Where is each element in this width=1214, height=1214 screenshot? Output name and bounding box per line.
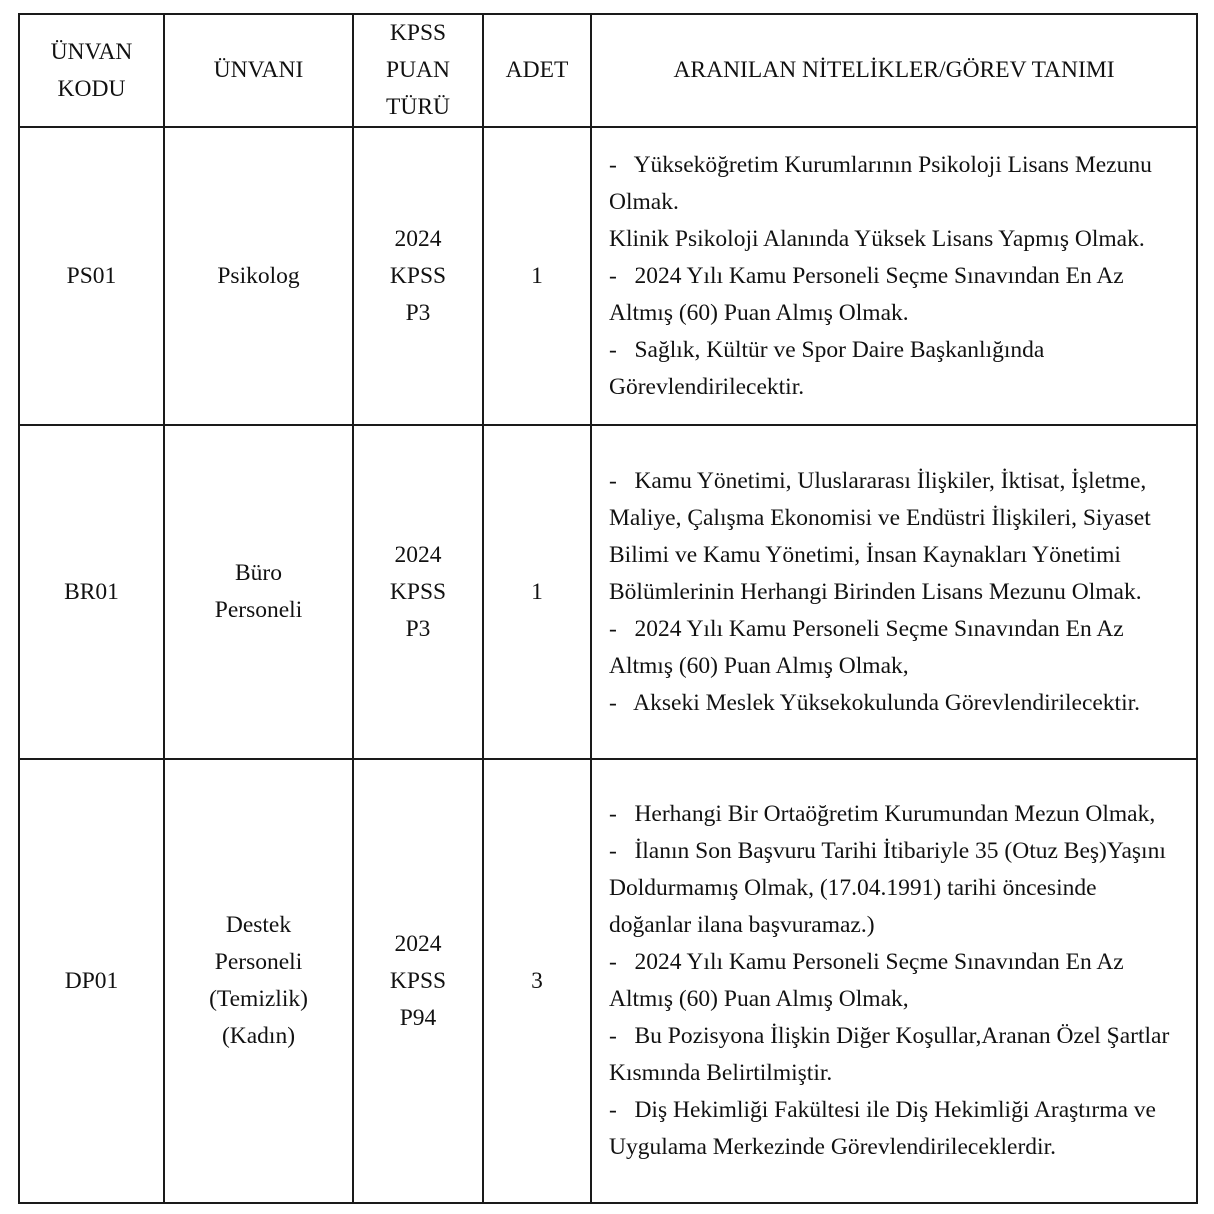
cell-count: 1 [483,127,591,425]
title-line: (Kadın) [221,1023,296,1049]
header-count [483,14,591,127]
title-line: Personeli [214,597,303,623]
header-score-type [353,14,483,127]
job-positions-table [18,13,1198,1204]
cell-position-code: DP01 [19,759,164,1203]
qualification-item: - İlanın Son Başvuru Tarihi İtibariyle 35 (Otuz Beş)Yaşını Doldurmamış Olmak, (17.04.1991) tarihi öncesinde doğanlar ilana başvuramaz.) [609,838,1172,938]
title-line: Destek [225,912,292,938]
qualification-item: - Kamu Yönetimi, Uluslararası İlişkiler, İktisat, İşletme, Maliye, Çalışma Ekonomisi ve Endüstri İlişkileri, Siyaset Bilimi ve Kamu Yönetimi, İnsan Kaynakları Yönetimi Bölümlerinin Herhangi Birinden Lisans Mezunu Olmak. [609,467,1157,605]
table-header-row [19,14,1197,127]
header-line: KODU [57,75,126,102]
header-position-code [19,14,164,127]
qualification-item: - 2024 Yılı Kamu Personeli Seçme Sınavından En Az Altmış (60) Puan Almış Olmak. [609,262,1129,326]
cell-count: 1 [483,425,591,759]
title-line: Personeli [214,949,303,975]
cell-qualifications [591,759,1197,1203]
qualification-item: - 2024 Yılı Kamu Personeli Seçme Sınavından En Az Altmış (60) Puan Almış Olmak, [609,949,1129,1012]
score-line: KPSS [389,967,447,994]
score-line: 2024 [394,930,442,957]
qualification-item: - Sağlık, Kültür ve Spor Daire Başkanlığında Görevlendirilecektir. [609,336,1051,400]
score-line: 2024 [394,225,442,252]
cell-score-type [353,127,483,425]
score-line: P3 [405,615,431,642]
cell-count: 3 [483,759,591,1203]
score-line: P94 [399,1004,437,1031]
header-line: ÜNVANI [213,57,304,83]
header-line: TÜRÜ [386,94,450,120]
header-line: KPSS [389,20,447,46]
qualification-item: - Herhangi Bir Ortaöğretim Kurumundan Mezun Olmak, [609,801,1156,827]
score-line: KPSS [389,262,447,289]
cell-position-code: BR01 [19,425,164,759]
header-line: ÜNVAN [50,38,133,65]
qualification-item: - 2024 Yılı Kamu Personeli Seçme Sınavından En Az Altmış (60) Puan Almış Olmak, [609,615,1129,679]
header-position-title [164,14,353,127]
cell-position-title [164,425,353,759]
qualification-item: - Yükseköğretim Kurumlarının Psikoloji Lisans Mezunu Olmak. [609,151,1158,215]
table-row [19,759,1197,1203]
header-line: ADET [505,57,569,83]
score-line: KPSS [389,578,447,605]
cell-qualifications [591,425,1197,759]
header-qualifications [591,14,1197,127]
score-line: P3 [405,299,431,326]
table-row [19,127,1197,425]
cell-qualifications [591,127,1197,425]
qualification-item: - Bu Pozisyona İlişkin Diğer Koşullar,Aranan Özel Şartlar Kısmında Belirtilmiştir. [609,1023,1176,1086]
cell-score-type [353,759,483,1203]
cell-position-title [164,127,353,425]
title-line: Büro [235,560,282,586]
title-line: Psikolog [217,262,300,289]
qualification-item: - Akseki Meslek Yüksekokulunda Görevlendirilecektir. [609,689,1141,716]
cell-position-code: PS01 [19,127,164,425]
qualification-item: - Diş Hekimliği Fakültesi ile Diş Hekimliği Araştırma ve Uygulama Merkezinde Görevlendirileceklerdir. [609,1097,1162,1160]
score-line: 2024 [394,541,442,568]
cell-position-title [164,759,353,1203]
title-line: (Temizlik) [209,986,308,1012]
table-row [19,425,1197,759]
cell-score-type [353,425,483,759]
header-line: PUAN [386,57,450,83]
qualification-item: Klinik Psikoloji Alanında Yüksek Lisans Yapmış Olmak. [609,225,1145,252]
header-line: ARANILAN NİTELİKLER/GÖREV TANIMI [673,57,1115,83]
